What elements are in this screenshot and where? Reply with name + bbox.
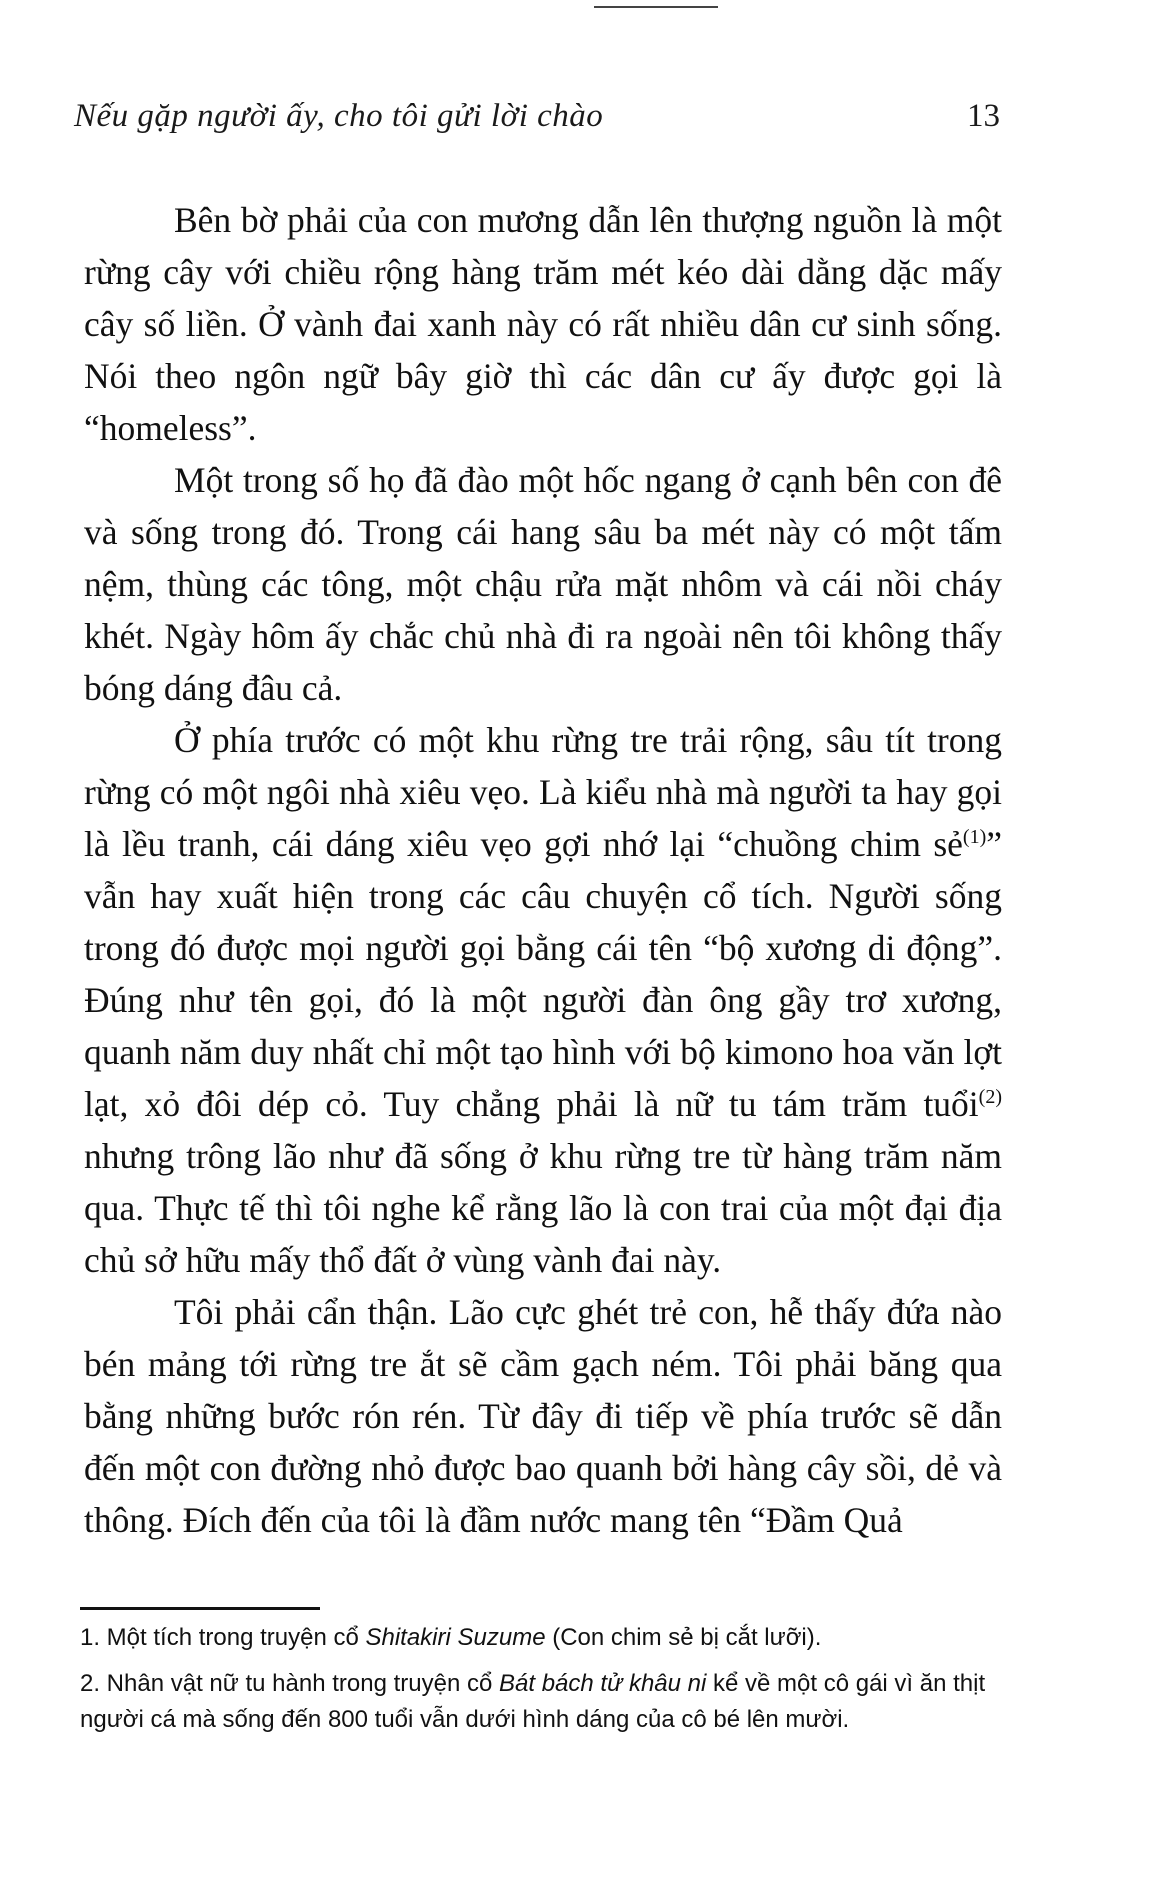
page-number: 13 (967, 98, 1000, 134)
paragraph-3 (84, 714, 1002, 1286)
footnote-1-text-a: 1. Một tích trong truyện cổ (80, 1624, 366, 1651)
footnote-1 (80, 1620, 1010, 1656)
paragraph-3-part-c: nhưng trông lão như đã sống ở khu rừng tre từ hàng trăm năm qua. Thực tế thì tôi nghe kể rằng lão là con trai của một đại địa chủ sở hữu mấy thổ đất ở vùng vành đai này. (84, 1136, 1002, 1280)
paragraph-4: Tôi phải cẩn thận. Lão cực ghét trẻ con, hễ thấy đứa nào bén mảng tới rừng tre ắt sẽ cầm gạch ném. Tôi phải băng qua bằng những bước rón rén. Từ đây đi tiếp về phía trước sẽ dẫn đến một con đường nhỏ được bao quanh bởi hàng cây sồi, dẻ và thông. Đích đến của tôi là đầm nước mang tên “Đầm Quả (84, 1292, 1002, 1540)
footnote-2 (80, 1666, 1010, 1738)
footnote-1-text-b: (Con chim sẻ bị cắt lưỡi). (545, 1624, 822, 1651)
footnote-2-title: Bát bách tử khâu ni (499, 1670, 707, 1697)
footnotes (80, 1620, 1010, 1738)
top-edge-mark (594, 6, 718, 8)
footnote-2-text-a: 2. Nhân vật nữ tu hành trong truyện cổ (80, 1670, 499, 1697)
footnote-1-title: Shitakiri Suzume (365, 1624, 546, 1651)
paragraph-3-part-b: ” vẫn hay xuất hiện trong các câu chuyện cổ tích. Người sống trong đó được mọi người gọi bằng cái tên “bộ xương di động”. Đúng như tên gọi, đó là một người đàn ông gầy trơ xương, quanh năm duy nhất chỉ một tạo hình với bộ kimono hoa văn lợt lạt, xỏ đôi dép cỏ. Tuy chẳng phải là nữ tu tám trăm tuổi (84, 824, 1002, 1124)
paragraph-1: Bên bờ phải của con mương dẫn lên thượng nguồn là một rừng cây với chiều rộng hàng trăm mét kéo dài dằng dặc mấy cây số liền. Ở vành đai xanh này có rất nhiều dân cư sinh sống. Nói theo ngôn ngữ bây giờ thì các dân cư ấy được gọi là “homeless”. (84, 200, 1002, 448)
footnote-ref-2: (2) (978, 1086, 1002, 1109)
running-title: Nếu gặp người ấy, cho tôi gửi lời chào (74, 98, 604, 134)
footnote-2-text-b: kể về một cô gái vì ăn thịt người cá mà sống đến 800 tuổi vẫn dưới hình dáng của cô bé lên mười. (80, 1670, 986, 1733)
main-text (84, 194, 1002, 1546)
footnote-divider (80, 1607, 320, 1610)
paragraph-3-part-a: Ở phía trước có một khu rừng tre trải rộng, sâu tít trong rừng có một ngôi nhà xiêu vẹo. Là kiểu nhà mà người ta hay gọi là lều tranh, cái dáng xiêu vẹo gợi nhớ lại “chuồng chim sẻ (84, 720, 1002, 864)
footnote-ref-1: (1) (962, 826, 987, 849)
paragraph-2: Một trong số họ đã đào một hốc ngang ở cạnh bên con đê và sống trong đó. Trong cái hang sâu ba mét này có một tấm nệm, thùng các tông, một chậu rửa mặt nhôm và cái nồi cháy khét. Ngày hôm ấy chắc chủ nhà đi ra ngoài nên tôi không thấy bóng dáng đâu cả. (84, 460, 1002, 708)
